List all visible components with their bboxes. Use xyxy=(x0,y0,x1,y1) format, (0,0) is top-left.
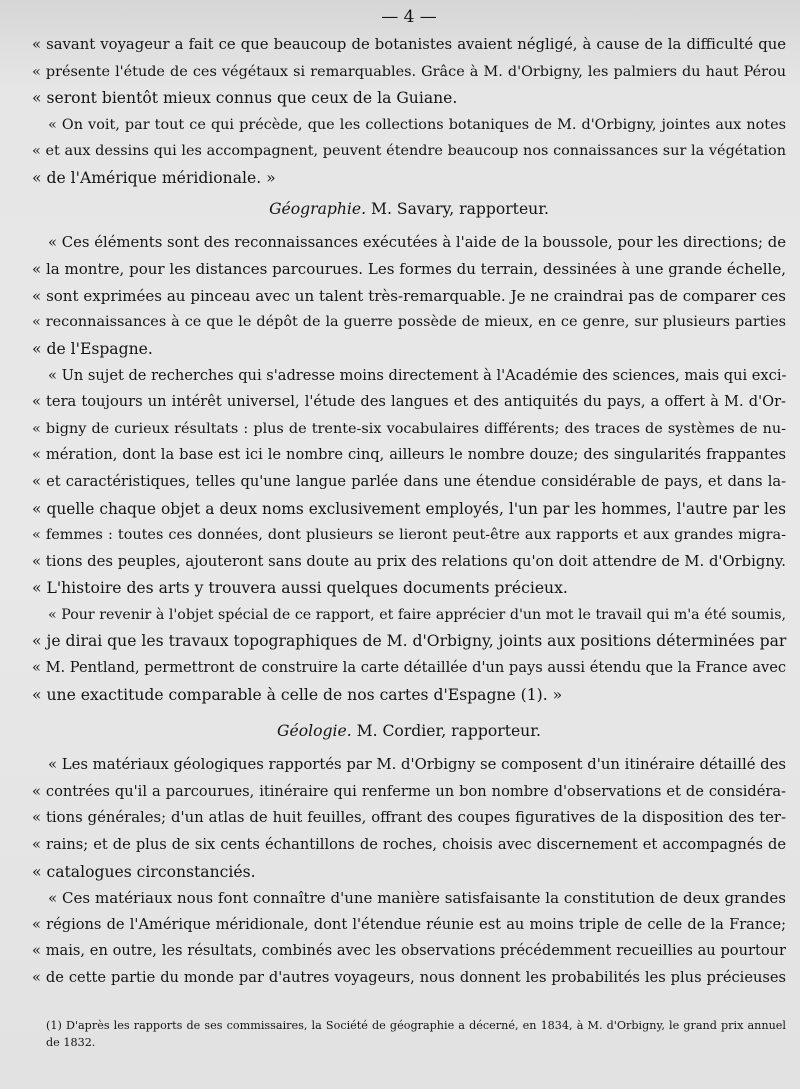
text-line: « femmes : toutes ces données, dont plusieurs se lieront peut-être aux rapports et aux grandes migra- xyxy=(32,527,786,544)
text-line: « bigny de curieux résultats : plus de trente-six vocabulaires différents; des traces de systèmes de nu- xyxy=(32,420,786,437)
text-line: « rains; et de plus de six cents échantillons de roches, choisis avec discernement et accompagnés de xyxy=(32,836,786,854)
text-line: « une exactitude comparable à celle de nos cartes d'Espagne (1). » xyxy=(32,685,563,704)
text-line: « Pour revenir à l'objet spécial de ce rapport, et faire apprécier d'un mot le travail qui m'a été soumis, xyxy=(48,606,786,623)
text-line: « mération, dont la base est ici le nombre cinq, ailleurs le nombre douze; des singularités frappantes xyxy=(32,446,786,464)
text-line: « M. Pentland, permettront de construire la carte détaillée d'un pays aussi étendu que la France avec xyxy=(32,659,787,677)
paragraph-geography-conclusion xyxy=(32,602,786,708)
section-heading-geography xyxy=(32,195,786,223)
footnote xyxy=(46,1017,786,1051)
heading-rapporteur: M. Cordier, rapporteur. xyxy=(356,722,541,741)
heading-field: Géographie. xyxy=(269,199,367,218)
text-line: « quelle chaque objet a deux noms exclusivement employés, l'un par les hommes, l'autre par les xyxy=(32,499,786,518)
text-line: « présente l'étude de ces végétaux si remarquables. Grâce à M. d'Orbigny, les palmiers du haut Pérou xyxy=(32,63,786,80)
text-line: « régions de l'Amérique méridionale, dont l'étendue réunie est au moins triple de celle de la France; xyxy=(32,915,786,933)
text-line: « contrées qu'il a parcourues, itinéraire qui renferme un bon nombre d'observations et de considéra- xyxy=(32,782,786,800)
text-line: « catalogues circonstanciés. xyxy=(32,862,256,881)
text-line: « et caractéristiques, telles qu'une langue parlée dans une étendue considérable de pays, et dans la- xyxy=(32,472,786,490)
body-text xyxy=(32,32,786,992)
text-line: « On voit, par tout ce qui précède, que les collections botaniques de M. d'Orbigny, jointes aux notes xyxy=(48,116,786,133)
paragraph-botany-summary xyxy=(32,112,786,192)
heading-rapporteur: M. Savary, rapporteur. xyxy=(371,199,549,218)
text-line: « Les matériaux géologiques rapportés par M. d'Orbigny se composent d'un itinéraire détaillé des xyxy=(48,756,786,774)
text-line: « L'histoire des arts y trouvera aussi quelques documents précieux. xyxy=(32,579,568,598)
text-line: « Ces éléments sont des reconnaissances exécutées à l'aide de la boussole, pour les directions; de xyxy=(48,233,786,251)
paragraph-geography-elements xyxy=(32,230,786,363)
text-line: « tera toujours un intérêt universel, l'étude des langues et des antiquités du pays, a offert à M. d'Or- xyxy=(32,393,786,411)
heading-field: Géologie. xyxy=(277,722,352,741)
text-line: « mais, en outre, les résultats, combinés avec les observations précédemment recueillies au pourtour xyxy=(32,942,786,960)
paragraph-geography-languages xyxy=(32,363,786,602)
footnote-line: de 1832. xyxy=(46,1036,96,1049)
text-line: « je dirai que les travaux topographiques de M. d'Orbigny, joints aux positions déterminées par xyxy=(32,632,787,651)
text-line: « tions générales; d'un atlas de huit feuilles, offrant des coupes figuratives de la disposition des ter- xyxy=(32,809,786,827)
paragraph-geology-regions xyxy=(32,885,786,991)
text-line: « de l'Amérique méridionale. » xyxy=(32,168,276,187)
text-line: « reconnaissances à ce que le dépôt de la guerre possède de mieux, en ce genre, sur plusieurs parties xyxy=(32,314,786,331)
text-line: « Un sujet de recherches qui s'adresse moins directement à l'Académie des sciences, mais qui exci- xyxy=(48,366,787,384)
text-line: « Ces matériaux nous font connaître d'une manière satisfaisante la constitution de deux grandes xyxy=(48,889,786,908)
text-line: « de l'Espagne. xyxy=(32,339,153,358)
text-line: « savant voyageur a fait ce que beaucoup de botanistes avaient négligé, à cause de la difficulté que xyxy=(32,36,786,53)
text-line: « seront bientôt mieux connus que ceux de la Guiane. xyxy=(32,89,458,108)
paragraph-geology-materials xyxy=(32,752,786,885)
paragraph-botany-conclusion xyxy=(32,32,786,112)
page-number: — 4 — xyxy=(381,7,437,27)
text-line: « sont exprimées au pinceau avec un talent très-remarquable. Je ne craindrai pas de comparer ces xyxy=(32,286,786,305)
footnote-line: (1) D'après les rapports de ses commissaires, la Société de géographie a décerné, en 1834, à M. d'Orbigny, le grand prix annuel xyxy=(46,1019,786,1032)
section-heading-geology xyxy=(32,717,786,745)
text-line: « la montre, pour les distances parcourues. Les formes du terrain, dessinées à une grande échelle, xyxy=(32,260,786,279)
text-line: « et aux dessins qui les accompagnent, peuvent étendre beaucoup nos connaissances sur la végétation xyxy=(32,143,786,160)
text-line: « de cette partie du monde par d'autres voyageurs, nous donnent les probabilités les plus précieuses xyxy=(32,969,786,986)
text-line: « tions des peuples, ajouteront sans doute au prix des relations qu'on doit attendre de M. d'Orbigny. xyxy=(32,552,786,570)
